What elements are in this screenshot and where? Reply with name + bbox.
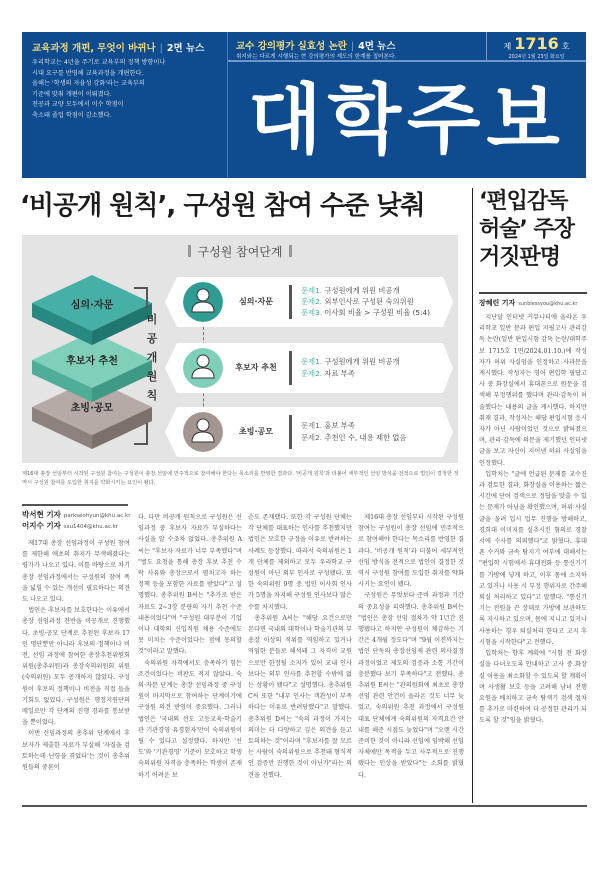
problem: 문제2. 자료 부족	[301, 369, 355, 378]
side-headline[interactable]: ‘편입감독 허술’ 주장 거짓판명	[479, 189, 575, 270]
problem: 문제1. 구성원에게 위원 비공개	[301, 357, 400, 366]
teaser-education[interactable]	[22, 32, 228, 178]
bottom-rule	[22, 805, 587, 807]
reporter-name: 박서현 기자	[22, 510, 61, 519]
person-icon	[183, 348, 223, 388]
row-stage-name: 심의·자문	[239, 297, 273, 306]
article-column-1: 제17대 총장 선임과정이 구성원 참여를 제한해 애초의 취지가 무색해졌다는 평가가 나오고 있다. 이를 바탕으로 차기 총장 선임과정에서는 구성원의 참여 폭을 넓힐 수 있는 개선이 필요하다는 의견도 나오고 있다. 법인은 후보자를 보호한다는 이유에서 총장 선임과정 전반을 비공개로 진행했다. 초빙·공모 단계로 추천된 후보자 17인 명단뿐만 아니라 후보의 정책이나 비전, 선임 과정에 참여한 총장추천위원회 위원(총추위원)과 총장숙의위원회 위원(숙의위원) 모두 공개하지 않았다. 구성원이 후보의 정책이나 비전을 직접 들을 기회도 없었다. 구성원은 행정지원단의 메일로만 각 단계의 진행 경과를 통보받을 뿐이었다. 이번 선임과정의 총추위 단계에서 후보자가 제출한 자료가 부실해 '자질을 검토하는데 난항을 겪었다'는 것이 총추위원들의 중론이	[22, 540, 130, 772]
stage-label: 초빙·공모	[70, 403, 114, 414]
issue-number: 제 1716 호	[503, 34, 570, 53]
reporter-name: 장혜린 기자	[479, 299, 516, 307]
stage-row	[165, 277, 453, 327]
masthead-logo: 대학주보	[248, 75, 566, 164]
reporter-email[interactable]: parkseohyun@khu.ac.kr	[63, 513, 131, 519]
stage-row	[165, 407, 453, 457]
teaser-title: 교수 강의평가 실효성 논란 | 4면 뉴스	[236, 41, 396, 52]
reporter-name: 이지수 기자	[22, 521, 61, 530]
infographic-title: 구성원 참여단계	[22, 243, 458, 260]
article-column-3: 순도 존재했다. 또한 각 구성원 단체는 각 단체를 대표하는 인사를 추천했지만 법인은 모호한 규정을 이유로 반려하는 사례도 등장했다. 따라서 숙의위원은 1개 단체를 제외하고 모두 우리학교 구성원이 아닌 외부 인사로 구성됐다. 또한 숙의위원 9명 중 법인 이사회 인사가 5명을 차지해 구성원 인사보다 많은 수를 차지했다. 총추위원 A씨는 "해당 요건으로만 본다면 국내외 대학이나 학술기관의 부총장 이상의 직위를 역임하고 있거나 역임한 분들로 해석돼 그 자격이 교원으로만 한정될 소지가 있어 교내 인사보다는 외부 인사를 추천할 수밖에 없는 상황이 됐다"고 설명했다. 총추위원 C씨 또한 "내부 인사는 객관성이 부족하다는 이유로 반려당했다"고 말했다. 총추위원 D씨는 "숙의 과정이 가지는 의미는 더 다양하고 깊은 의견을 듣고 토의하는 것"이라며 "후보자를 잘 모르는 사람이 숙의위원으로 추천돼 형식적인 검증만 진행한 것이 아닌가"라는 의견을 전했다.	[248, 514, 352, 779]
teaser-lecture-evaluation[interactable]	[228, 32, 586, 62]
problem: 문제2. 외부인사로 구성된 숙의위원	[301, 297, 414, 306]
row-stage-name: 초빙·공모	[239, 427, 273, 436]
row-divider	[289, 351, 292, 385]
reporter-email[interactable]: ssu1404@khu.ac.kr	[63, 524, 119, 530]
stage-label: 후보자 추천	[66, 356, 118, 367]
issue-info	[486, 32, 586, 62]
teaser-title: 교육과정 개편, 무엇이 바뀌나 | 2면 뉴스	[32, 43, 205, 54]
issue-date: 2024년 1월 23일 화요일	[508, 54, 565, 60]
byline	[22, 510, 130, 532]
row-divider	[289, 285, 292, 319]
side-article-body: 지난달 인터넷 커뮤니티에 올라온 우리학교 일반 문과 편입 지필고사 관리감독 논란(일반 편입시험 감독 논란/대학주보 1715호 1면/2024.01.10.)에 작성자가 허위 사실임을 인정하고 사과문을 게시했다. 작성자는 영어 편입학 필답고사 중 화장실에서 휴대폰으로 원문을 검색해 부정행위를 했다며 관리·감독이 허술했다는 내용의 글을 게시했다. 하지만 취재 결과, 작성자는 해당 편입시험 응시자가 아닌 사람이었던 것으로 밝혀졌으며, 관리·감독에 의문을 제기했던 인터넷 글을 보고 자신이 지어낸 허위 사실임을 인정했다. 입학처는 "글에 언급된 문제를 교수진과 검토한 결과, 화장실을 이용하는 짧은 시간에 단어 검색으로 정답을 맞출 수 있는 문제가 아님을 확인했으며, 허위 사실 글을 올려 입시 업무 진행을 방해하고, 경희대 이미지를 실추시킨 혐의로 경찰서에 수사를 의뢰했다"고 밝혔다. 휴대폰 수거와 금속 탐지기 여부에 대해서는 "편입학 시험에서 휴대전화 등 통신기기를 가방에 넣게 하고, 이후 몸에 소지하고 있거나 사용 시 부정 행위자로 간주해 퇴실 처리하고 있다"고 말했다. "통신기기는 전원을 끈 상태로 가방에 보관하도록 지시하고 있으며, 몸에 지니고 있거나 사용하는 경우 퇴실처리 한다고 고지 후 시험을 시작한다"고 전했다. 입학처는 향후 계획에 "시험 전 화장실을 다녀오도록 안내하고 고사 중 화장실 이용을 최소화할 수 있도록 할 계획이며 사생활 보호 등을 고려해 남녀 진행 요원을 배치하고 금속 탐색기 검색 절차를 추가로 마련하여 더 공정한 관리가 되도록 할 것"임을 밝혔다.	[479, 314, 587, 725]
stage-row	[165, 343, 453, 393]
teaser-description: 우리학교는 4년을 주기로 교육부의 정책 방향이나 시대 요구를 반영해 교육과정을 개편한다. 올해는 '학생의 자율성 강화'라는 교육부의 기준에 맞춰 개편이 이뤄졌다. 전공과 교양 모두에서 이수 학점이 축소돼 졸업 학점이 감소했다.	[32, 59, 166, 119]
article-column-2: 다. 다만 비공개 원칙으로 구성원은 선임과정 중 후보자 자료가 부실하다는 사실을 알 수조차 없었다. 총추위원 A씨는 "후보자 자료가 너무 부족했다"며 "별도 요청을 통해 총장 후보 추천 수락 사유와 총장으로서 펼치고자 하는 정책 등을 포함한 자료를 받았다"고 설명했다. 총추위원 B씨는 "추가로 받은 자료도 2~3장 분량의 자기 추천 수준 내용이었다"며 "구성원 대부분이 기업이나 대학의 신입직원 채용 수준에도 못 미치는 수준이었다는 점에 동의할 것"이라고 말했다. 숙의위원 자격에서도 충족하기 힘든 조건이었다는 비판도 적지 않았다. 숙의·자문 단계는 총장 선임과정 중 구성원이 마지막으로 참여하는 단계이기에 구성원 의견 반영이 중요했다. 그러나 법인은 '국내외 선도 고등교육·학술기관 기관경영 유경험자'만이 숙의위원이 될 수 있다고 설정했다. 하지만 '선도'와 '기관경영' 기준이 모호하고 학생 숙의위원 자격을 충족하는 학생이 존재하기 어려운 보	[138, 514, 242, 779]
infographic	[22, 235, 458, 463]
article-column-4: 제16대 총장 선임부터 시작된 구성원 참여는 구성원이 총장 선임에 민주적으로 참여해야 한다는 목소리를 반영한 결과다. '비공개 원칙'과 더불어 세부적인 선임 방식을 전적으로 법인이 결정한 것 역시 구성원 참여를 도입한 취지를 약화시키는 요인이 됐다. 구성원은 무엇보다 준비 과정과 기간의 중요성을 피력했다. 총추위원 B씨는 "법인은 총장 선임 절차가 약 1년간 진행됐다고 하지만 구성원이 체감하는 기간은 4개월 정도다"며 "9월 이전까지는 법인 단독의 총장선임제 관련 의사결정 과정이었고 제도의 검증과 소통 기간이 충분했다 보기 부족하다"고 전했다. 총추위원 E씨는 "관의원회에 최초로 총장 선임 관련 안건이 올라온 것도 너무 늦었고, 숙의위원 추천 과정에서 구성원 대표 단체에게 숙의위원의 자격요건 안내를 해준 시점도 늦었다"며 "오랜 시간 준비한 것이 아니라 선임에 임박해 선임 자체에만 목적을 두고 사무적으로 진행됐다는 인상을 받았다"는 소회를 밝혔다.	[358, 514, 464, 779]
teaser-page: 2면 뉴스	[166, 43, 205, 54]
teaser-page: 4면 뉴스	[358, 41, 396, 52]
person-icon	[183, 412, 223, 452]
figure-caption: 제16대 총장 선임부터 시작된 구성원 참여는 구성원이 총장 선임에 민주적으로 참여해야 한다는 목소리를 반영한 결과다. '비공개 원칙'과 더불어 세부적인 선임 방식을 전적으로 법인이 결정한 것 역시 구성원 참여를 도입한 취지를 약화시키는 요인이 됐다.	[22, 471, 459, 486]
problem: 문제3. 이사회 비율 > 구성원 비율 (5:4)	[301, 308, 431, 317]
row-divider	[289, 415, 292, 449]
reporter-email[interactable]: sunblessyou@khu.ac.kr	[518, 301, 578, 307]
side-byline-rule	[479, 292, 587, 294]
bracket-top	[134, 287, 148, 309]
teaser-description: 취지와는 다르게 시행되는 현 강의평가의 제도의 한계를 짚어본다.	[236, 54, 397, 60]
byline-rule	[22, 504, 128, 506]
problem: 문제2. 추천인 수, 내용 제한 없음	[301, 433, 407, 442]
row-stage-name: 후보자 추천	[235, 363, 277, 372]
problem: 문제1. 홍보 부족	[301, 421, 355, 430]
non-disclosure-label: 비 공 개 원 칙	[146, 313, 158, 402]
person-icon	[183, 282, 223, 322]
problem: 문제1. 구성원에게 위원 비공개	[301, 286, 400, 295]
newspaper-header	[22, 32, 586, 178]
side-byline	[479, 298, 577, 308]
stage-label: 심의·자문	[70, 300, 114, 311]
main-headline[interactable]: ‘비공개 원칙’, 구성원 참여 수준 낮춰	[20, 191, 425, 221]
column-divider	[472, 188, 473, 803]
bracket-bottom	[134, 423, 148, 445]
